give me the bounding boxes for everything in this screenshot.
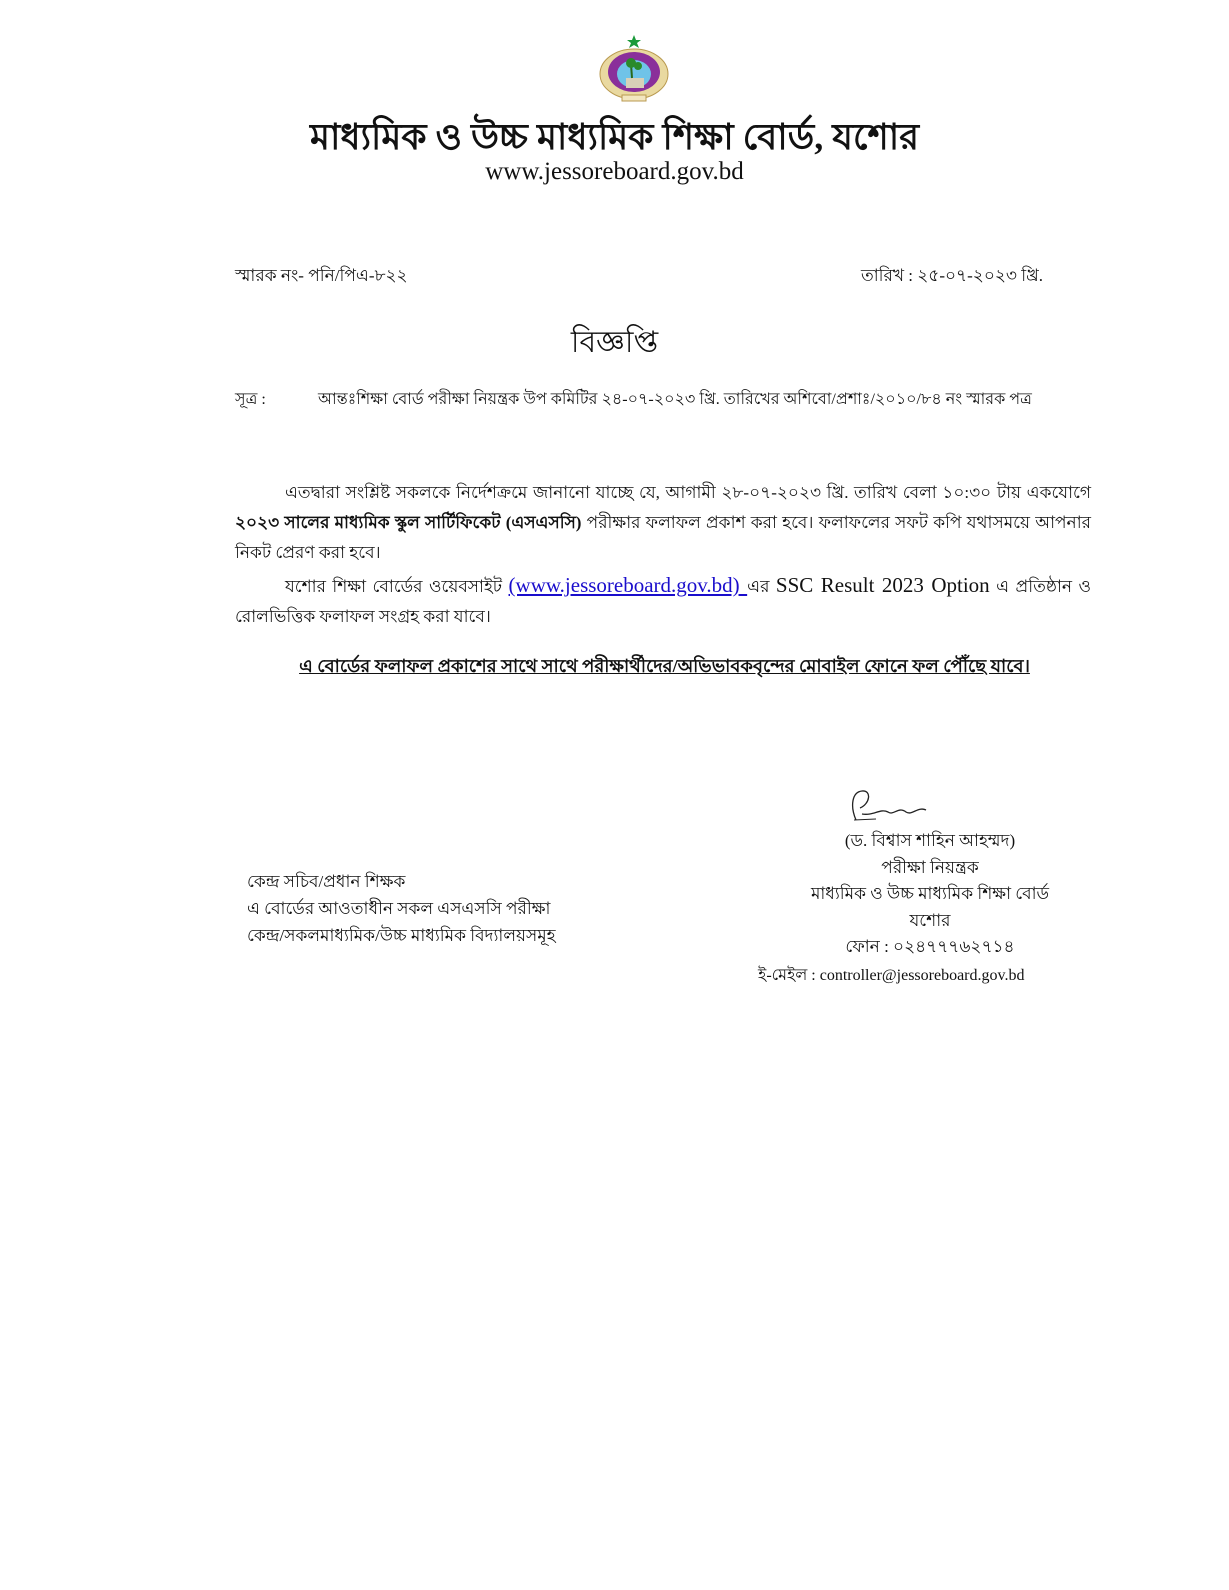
signer-block bbox=[700, 828, 1160, 961]
board-name: মাধ্যমিক ও উচ্চ মাধ্যমিক শিক্ষা বোর্ড, যশোর bbox=[310, 117, 919, 157]
website-link[interactable]: (www.jessoreboard.gov.bd) bbox=[508, 573, 748, 597]
paragraph-result-date bbox=[235, 478, 1091, 568]
memo-number: স্মারক নং- পনি/পিএ-৮২২ bbox=[235, 266, 408, 285]
recipient-line: কেন্দ্র/সকলমাধ্যমিক/উচ্চ মাধ্যমিক বিদ্যালয়সমূহ bbox=[247, 926, 556, 945]
board-logo bbox=[588, 32, 680, 104]
highlight-notice: এ বোর্ডের ফলাফল প্রকাশের সাথে সাথে পরীক্ষার্থীদের/অভিভাবকবৃন্দের মোবাইল ফোনে ফল পৌঁছে যাবে। bbox=[299, 656, 1030, 676]
email-label: ই-মেইল : bbox=[758, 967, 820, 984]
p1-text: এতদ্বারা সংশ্লিষ্ট সকলকে নির্দেশক্রমে জানানো যাচ্ছে যে, আগামী ২৮-০৭-২০২৩ খ্রি. তারিখ বেলা ১০:৩০ টায় একযোগে bbox=[285, 483, 1091, 502]
p2-text-3: এ প্রতিষ্ঠান ও রোলভিত্তিক ফলাফল সংগ্রহ করা যাবে। bbox=[235, 577, 1091, 626]
p1-bold: ২০২৩ সালের মাধ্যমিক স্কুল সার্টিফিকেট (এসএসসি) bbox=[235, 513, 582, 532]
signer-city: যশোর bbox=[909, 910, 951, 930]
reference-text: আন্তঃশিক্ষা বোর্ড পরীক্ষা নিয়ন্ত্রক উপ কমিটির ২৪-০৭-২০২৩ খ্রি. তারিখের অশিবো/প্রশাঃ/২০১০/৮৪ নং স্মারক পত্র bbox=[318, 391, 1032, 408]
reference-label: সূত্র : bbox=[235, 391, 266, 408]
recipients bbox=[247, 868, 556, 949]
recipient-line: কেন্দ্র সচিব/প্রধান শিক্ষক bbox=[247, 872, 406, 891]
p2-text-2: এর bbox=[747, 577, 776, 596]
notice-title: বিজ্ঞপ্তি bbox=[570, 326, 659, 359]
p2-latin: SSC Result 2023 Option bbox=[775, 573, 990, 597]
signature bbox=[846, 786, 930, 826]
signer-name: (ড. বিশ্বাস শাহিন আহম্মদ) bbox=[844, 831, 1016, 850]
p1-text-2: পরীক্ষার ফলাফল প্রকাশ করা হবে। ফলাফলের সফট কপি যথাসময়ে আপনার নিকট প্রেরণ করা হবে। bbox=[235, 513, 1091, 562]
signer-office: মাধ্যমিক ও উচ্চ মাধ্যমিক শিক্ষা বোর্ড bbox=[810, 884, 1050, 903]
email-address[interactable]: controller@jessoreboard.gov.bd bbox=[819, 967, 1025, 984]
paragraph-website bbox=[235, 570, 1091, 632]
signer-email bbox=[758, 962, 1024, 989]
notice-date: তারিখ : ২৫-০৭-২০২৩ খ্রি. bbox=[860, 266, 1043, 285]
signer-designation: পরীক্ষা নিয়ন্ত্রক bbox=[881, 857, 979, 877]
recipient-line: এ বোর্ডের আওতাধীন সকল এসএসসি পরীক্ষা bbox=[247, 899, 551, 918]
board-website: www.jessoreboard.gov.bd bbox=[485, 158, 744, 185]
p2-text: যশোর শিক্ষা বোর্ডের ওয়েবসাইট bbox=[285, 577, 509, 596]
signer-phone: ফোন : ০২৪৭৭৭৬২৭১৪ bbox=[845, 937, 1015, 956]
